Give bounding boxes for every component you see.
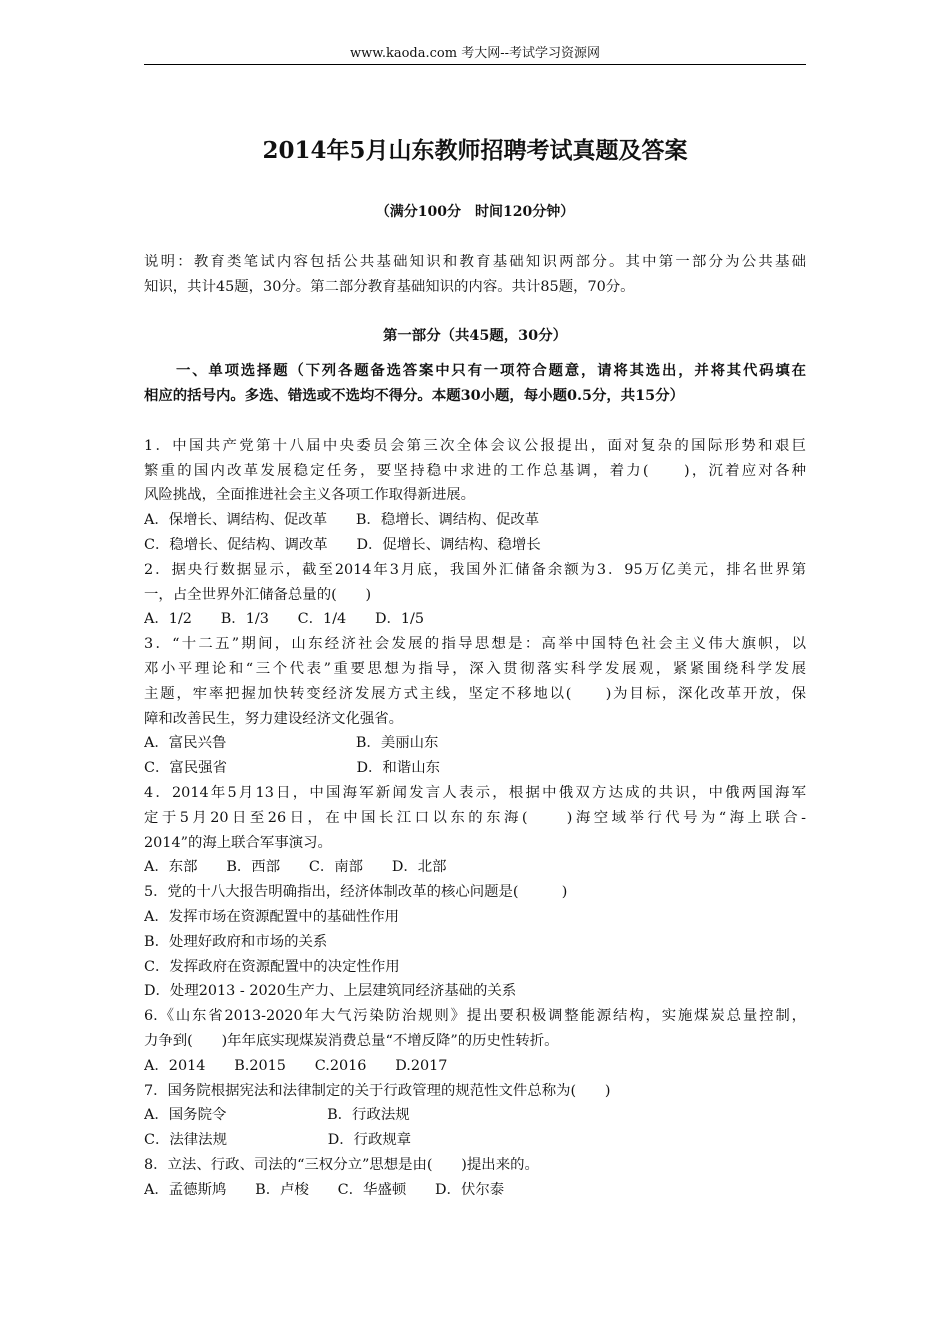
question-text: 一，占全世界外汇储备总量的( ) (144, 586, 372, 603)
question-options: C．发挥政府在资源配置中的决定性作用 (144, 958, 400, 975)
question-options: A．1/2 B．1/3 C．1/4 D．1/5 (144, 611, 425, 628)
question-3 (144, 632, 806, 781)
question-text: 6.《山东省2013-2020年大气污染防治规则》提出要积极调整能源结构，实施煤炭总量控制， (144, 1008, 806, 1025)
question-8 (144, 1153, 806, 1203)
part-title: 第一部分（共45题，30分） (383, 327, 567, 345)
question-options: C．稳增长、促结构、调改革 D．促增长、调结构、稳增长 (144, 536, 541, 553)
question-options: C．法律法规 D．行政规章 (144, 1132, 412, 1149)
question-options: A．孟德斯鸠 B．卢梭 C．华盛顿 D．伏尔泰 (144, 1181, 505, 1198)
question-text: 8．立法、行政、司法的“三权分立”思想是由( )提出来的。 (144, 1156, 539, 1173)
question-options: A．国务院令 B．行政法规 (144, 1107, 410, 1124)
section-instruction: 相应的括号内。多选、错选或不选均不得分。本题30小题，每小题0.5分，共15分） (144, 386, 684, 404)
question-text: 力争到( )年年底实现煤炭消费总量“不增反降”的历史性转折。 (144, 1032, 559, 1049)
spacer (144, 300, 806, 325)
question-text: 邓小平理论和“三个代表”重要思想为指导，深入贯彻落实科学发展观，紧紧围绕科学发展 (144, 660, 806, 677)
question-2 (144, 558, 806, 632)
intro-line: 说明：教育类笔试内容包括公共基础知识和教育基础知识两部分。其中第一部分为公共基础 (144, 254, 806, 270)
question-text: 2014”的海上联合军事演习。 (144, 834, 332, 851)
question-options: A．发挥市场在资源配置中的基础性作用 (144, 908, 400, 925)
spacer (144, 409, 806, 434)
question-text: 1．中国共产党第十八届中央委员会第三次全体会议公报提出，面对复杂的国际形势和艰巨 (144, 437, 806, 454)
question-text: 定于5月20日至26日，在中国长江口以东的东海( )海空域举行代号为“海上联合- (144, 809, 806, 826)
header-rule (144, 64, 806, 65)
question-text: 4．2014年5月13日，中国海军新闻发言人表示，根据中俄双方达成的共识，中俄两国海军 (144, 784, 806, 801)
question-options: D．处理2013 - 2020生产力、上层建筑同经济基础的关系 (144, 983, 517, 1000)
question-text: 繁重的国内改革发展稳定任务，要坚持稳中求进的工作总基调，着力( )，沉着应对各种 (144, 462, 806, 479)
question-5 (144, 880, 806, 1004)
question-options: A．2014 B.2015 C.2016 D.2017 (144, 1057, 448, 1074)
question-options: C．富民强省 D．和谐山东 (144, 760, 440, 777)
intro-line: 知识，共计45题，30分。第二部分教育基础知识的内容。共计85题，70分。 (144, 278, 635, 295)
question-1 (144, 434, 806, 558)
question-6 (144, 1004, 806, 1078)
question-text: 7．国务院根据宪法和法律制定的关于行政管理的规范性文件总称为( ) (144, 1082, 611, 1099)
document-body (144, 250, 806, 1202)
document-subtitle: （满分100分 时间120分钟） (375, 204, 575, 220)
document-title: 2014年5月山东教师招聘考试真题及答案 (262, 137, 688, 164)
question-options: A．东部 B．西部 C．南部 D．北部 (144, 859, 447, 876)
section-instruction: 一、单项选择题（下列各题备选答案中只有一项符合题意，请将其选出，并将其代码填在 (176, 362, 806, 380)
spacer (144, 349, 806, 359)
question-options: A．富民兴鲁 B．美丽山东 (144, 735, 439, 752)
question-options: A．保增长、调结构、促改革 B．稳增长、调结构、促改革 (144, 512, 540, 529)
question-text: 主题，牢率把握加快转变经济发展方式主线，坚定不移地以( )为目标，深化改革开放，保 (144, 685, 806, 702)
question-text: 障和改善民生，努力建设经济文化强省。 (144, 710, 404, 727)
question-text: 2．据央行数据显示，截至2014年3月底，我国外汇储备余额为3．95万亿美元，排名世界第 (144, 561, 806, 578)
question-text: 3．“十二五”期间，山东经济社会发展的指导思想是：高举中国特色社会主义伟大旗帜，以 (144, 636, 806, 653)
question-7 (144, 1079, 806, 1153)
question-text: 5．党的十八大报告明确指出，经济体制改革的核心问题是( ) (144, 884, 568, 901)
question-4 (144, 781, 806, 880)
question-text: 风险挑战，全面推进社会主义各项工作取得新进展。 (144, 487, 475, 504)
question-options: B．处理好政府和市场的关系 (144, 933, 328, 950)
page-header: www.kaoda.com 考大网--考试学习资源网 (350, 46, 600, 61)
